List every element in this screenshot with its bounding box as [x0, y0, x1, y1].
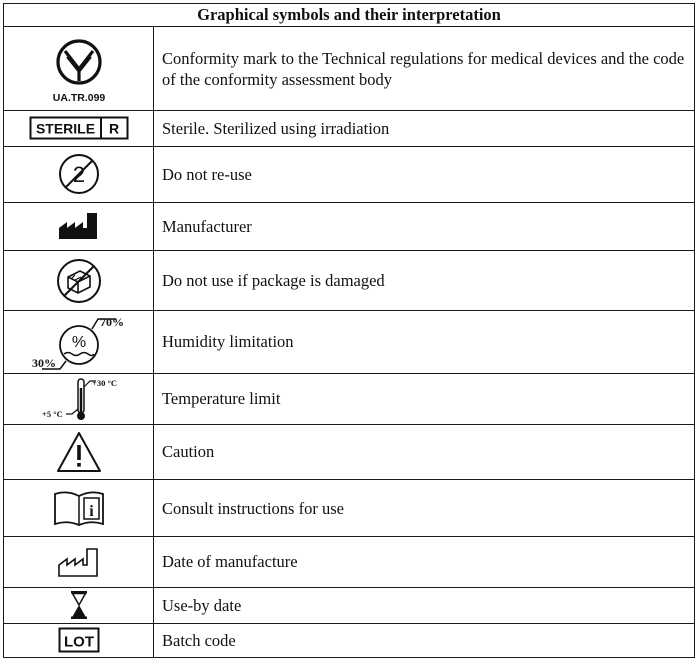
caution-icon	[55, 430, 103, 474]
table-row	[4, 623, 695, 657]
symbol-cell	[4, 537, 154, 587]
do-not-reuse-icon	[57, 152, 101, 196]
symbol-cell	[4, 424, 154, 479]
humidity-lower-text: 30%	[31, 355, 56, 370]
table-row	[4, 537, 695, 587]
description-cell: Batch code	[154, 623, 695, 657]
symbol-cell	[4, 111, 154, 146]
ua-conformity-mark-icon	[34, 31, 124, 107]
humidity-upper-text: 70%	[99, 314, 124, 329]
symbol-cell	[4, 480, 154, 537]
temperature-limit-icon	[24, 376, 134, 422]
table-row	[4, 251, 695, 311]
description-cell: Consult instructions for use	[154, 480, 695, 537]
table-header-row	[4, 4, 695, 27]
consult-instructions-icon	[52, 489, 106, 527]
description-cell: Temperature limit	[154, 373, 695, 424]
description-cell: Use-by date	[154, 587, 695, 623]
table-title: Graphical symbols and their interpretation	[4, 4, 695, 27]
description-cell: Do not re-use	[154, 146, 695, 202]
table-row	[4, 311, 695, 373]
do-not-use-if-damaged-icon	[55, 257, 103, 305]
description-cell: Do not use if package is damaged	[154, 251, 695, 311]
symbol-cell	[4, 27, 154, 111]
table-row	[4, 27, 695, 111]
description-cell: Conformity mark to the Technical regulations for medical devices and the code of the conformity assessment body	[154, 27, 695, 111]
table-row	[4, 146, 695, 202]
description-cell: Humidity limitation	[154, 311, 695, 373]
use-by-date-icon	[69, 590, 89, 620]
instructions-i-text: i	[88, 503, 94, 521]
manufacturer-icon	[57, 211, 101, 241]
humidity-limitation-icon	[24, 313, 134, 371]
symbol-cell	[4, 251, 154, 311]
conformity-code-text: UA.TR.099	[52, 91, 105, 104]
lot-text: LOT	[63, 633, 94, 651]
table-row	[4, 424, 695, 479]
date-of-manufacture-icon	[57, 546, 101, 578]
symbol-cell	[4, 623, 154, 657]
batch-code-icon	[58, 627, 100, 653]
description-cell: Manufacturer	[154, 202, 695, 250]
table-row	[4, 373, 695, 424]
symbol-cell	[4, 373, 154, 424]
description-cell: Caution	[154, 424, 695, 479]
temperature-lower-text: +5 °C	[41, 408, 63, 419]
sterile-text: STERILE	[35, 120, 95, 137]
table-row	[4, 480, 695, 537]
symbol-cell	[4, 311, 154, 373]
table-row	[4, 587, 695, 623]
symbols-table	[3, 3, 695, 658]
humidity-percent-text: %	[71, 333, 86, 351]
sterile-r-icon	[29, 116, 129, 140]
symbol-cell	[4, 202, 154, 250]
symbol-cell	[4, 146, 154, 202]
reuse-digit-text: 2	[72, 162, 85, 188]
description-cell: Sterile. Sterilized using irradiation	[154, 111, 695, 146]
table-row	[4, 111, 695, 146]
sterile-method-text: R	[108, 120, 119, 137]
table-row	[4, 202, 695, 250]
description-cell: Date of manufacture	[154, 537, 695, 587]
temperature-upper-text: +30 °C	[91, 377, 117, 388]
symbol-cell	[4, 587, 154, 623]
